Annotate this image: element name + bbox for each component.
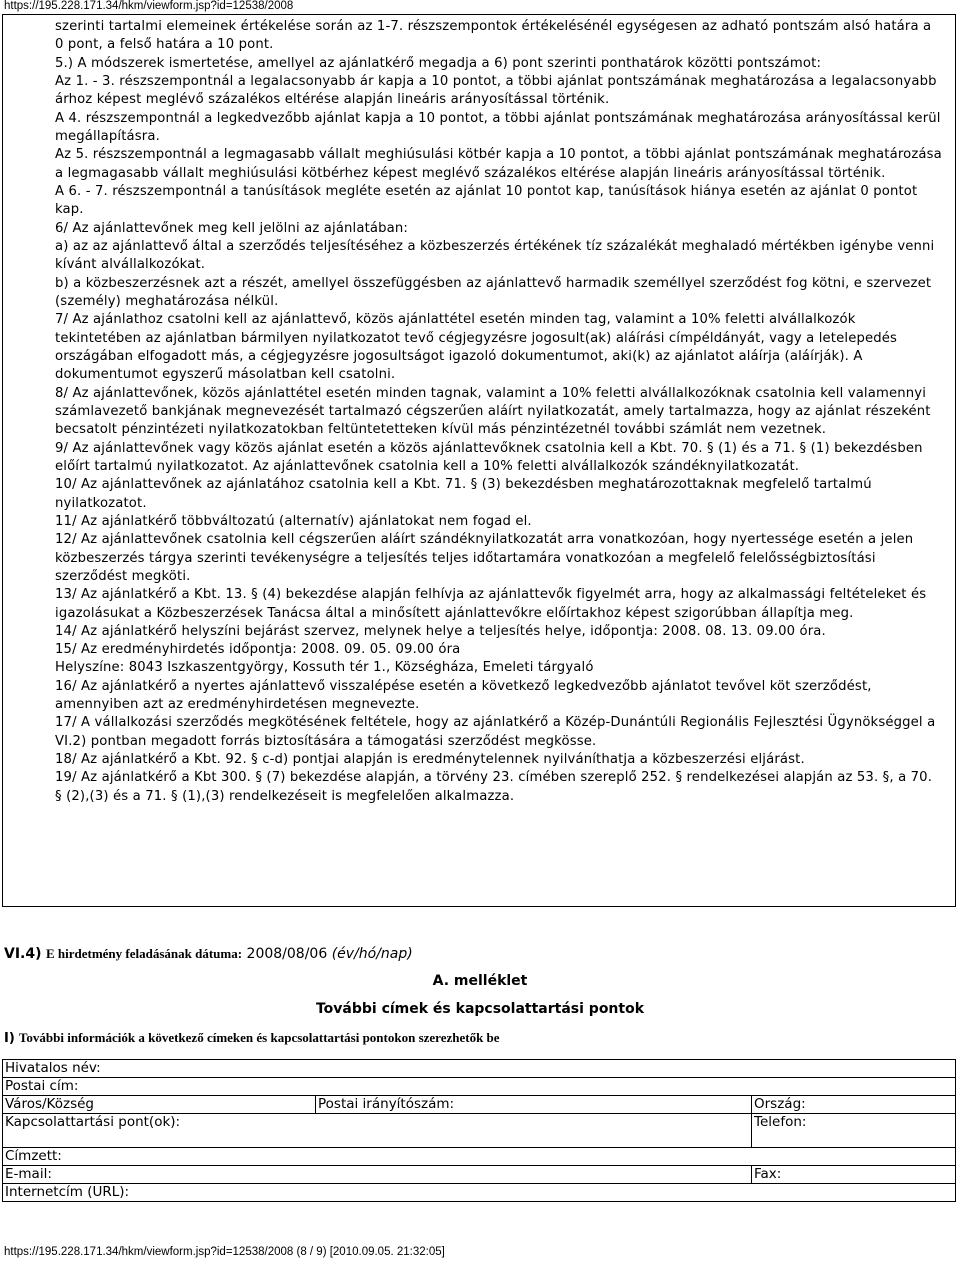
date-format: (év/hó/nap) [331,946,413,962]
paragraph: 7/ Az ajánlathoz csatolni kell az ajánlattevő, közös ajánlattétel esetén minden tag, valamint a 10% feletti alvállalkozók tekintetében az ajánlatban bármilyen nyilatkozatot tevő cégjegyzésre jogosult(ak) aláírási címpéldányát, vagy a letelepedés országában elfogadott más, a cégjegyzésre jogosultságot igazoló dokumentumot, aki(k) az ajánlatot aláírja (aláírják). A dokumentumot egyszerű másolatban kell csatolni. [55,312,898,383]
paragraph: A 4. részszempontnál a legkedvezőbb ajánlat kapja a 10 pontot, a többi ajánlat pontszámának meghatározása arányosítással kerül megállapításra. [55,110,941,144]
internet-address-label: Internetcím (URL): [3,1184,956,1202]
paragraph: 14/ Az ajánlatkérő helyszíni bejárást szervez, melynek helye a teljesítés helye, időpontja: 2008. 08. 13. 09.00 óra. [55,623,826,639]
header-url[interactable]: https://195.228.171.34/hkm/viewform.jsp?id=12538/2008 [4,0,294,12]
city-label: Város/Község [3,1096,316,1114]
annex-item-number: I) [4,1031,15,1046]
paragraph: Az 1. - 3. részszempontnál a legalacsonyabb ár kapja a 10 pontot, a többi ajánlat pontszámának meghatározása a legalacsonyabb árhoz képest meglévő százalékos eltérése alapján lineáris arányosítással történik. [55,73,937,108]
postal-code-label: Postai irányítószám: [316,1096,752,1114]
paragraph: 18/ Az ajánlatkérő a Kbt. 92. § c-d) pontjai alapján is eredménytelennek nyilváníthatja a közbeszerzési eljárást. [55,752,805,768]
paragraph: 15/ Az eredményhirdetés időpontja: 2008. 09. 05. 09.00 óra [55,642,461,658]
paragraph: a) az az ajánlattevő által a szerződés teljesítéséhez a közbeszerzés értékének tíz százalékát meghaladó mértékben igénybe venni kívánt alvállalkozókat. [55,238,935,273]
paragraph: b) a közbeszerzésnek azt a részét, amellyel összefüggésben az ajánlattevő harmadik személlyel szerződést fog kötni, e szervezet (személy) meghatározása nélkül. [55,275,932,309]
additional-info-text [55,18,943,806]
paragraph: 5.) A módszerek ismertetése, amellyel az ajánlatkérő megadja a 6) pont szerinti ponthatárok közötti pontszámot: [55,55,822,71]
paragraph: 16/ Az ajánlatkérő a nyertes ajánlattevő visszalépése esetén a következő legkedvezőbb ajánlatot tevővel köt szerződést, amennyiben azt az eredményhirdetésen megnevezte. [55,678,872,713]
annex-item [4,1030,500,1046]
paragraph: 11/ Az ajánlatkérő többváltozatú (alternatív) ajánlatokat nem fogad el. [55,513,532,529]
annex-title: A. melléklet [432,973,528,989]
section-label: E hirdetmény feladásának dátuma: [45,946,243,961]
paragraph: szerinti tartalmi elemeinek értékelése során az 1-7. részszempontok értékelésénél egységesen az adható pontszám alsó határa a 0 pont, a felső határa a 10 pont. [55,19,932,53]
footer-url: https://195.228.171.34/hkm/viewform.jsp?id=12538/2008 (8 / 9) [2010.09.05. 21:32:05] [4,1246,445,1258]
addressee-label: Címzett: [3,1148,956,1166]
paragraph: Az 5. részszempontnál a legmagasabb vállalt meghiúsulási kötbér kapja a 10 pontot, a többi ajánlat pontszámának meghatározása a legmagasabb vállalt meghiúsulási kötbérhez képest meglévő százalékos eltérése alapján lineáris arányosítással történik. [55,147,942,181]
official-name-label: Hivatalos név: [3,1060,956,1078]
annex-subtitle: További címek és kapcsolattartási pontok [315,1001,645,1017]
paragraph: 13/ Az ajánlatkérő a Kbt. 13. § (4) bekezdése alapján felhívja az ajánlattevők figyelmét arra, hogy az alkalmassági feltételeket és igazolásukat a Közbeszerzések Tanácsa által a minősített ajánlattevőkre előírtakhoz képest szigorúbban állapítja meg. [55,587,927,621]
paragraph: 19/ Az ajánlatkérő a Kbt 300. § (7) bekezdése alapján, a törvény 23. címében szereplő 252. § rendelkezései alapján az 53. §, a 70. § (2),(3) és a 71. § (1),(3) rendelkezéseit is megfelelően alkalmazza. [55,770,933,804]
paragraph: 6/ Az ajánlattevőnek meg kell jelölni az ajánlatában: [55,220,409,236]
contact-points-label: Kapcsolattartási pont(ok): [3,1114,752,1148]
contact-form-table [2,1059,956,1202]
paragraph: 9/ Az ajánlattevőnek vagy közös ajánlat esetén a közös ajánlattevőknek csatolnia kell a Kbt. 70. § (1) és a 71. § (1) bekezdésben előírt tartalmú nyilatkozatot. Az ajánlattevőnek csatolnia kell a 10% feletti alvállalkozók szándéknyilatkozatát. [55,440,923,474]
section-number: VI.4) [4,946,42,962]
postal-address-label: Postai cím: [3,1078,956,1096]
paragraph: 10/ Az ajánlattevőnek az ajánlatához csatolnia kell a Kbt. 71. § (3) bekezdésben meghatározottaknak megfelelő tartalmú nyilatkozatot. [55,477,872,511]
paragraph: A 6. - 7. részszempontnál a tanúsítások megléte esetén az ajánlat 10 pontot kap, tanúsítások hiánya esetén az ajánlat 0 pontot kap. [55,183,918,218]
paragraph: 17/ A vállalkozási szerződés megkötésének feltétele, hogy az ajánlatkérő a Közép-Dunántúli Regionális Fejlesztési Ügynökséggel a VI.2) pontban megadott forrás biztosítására a támogatási szerződést megkösse. [55,715,936,749]
phone-label: Telefon: [752,1114,956,1148]
paragraph: Helyszíne: 8043 Iszkaszentgyörgy, Kossuth tér 1., Községháza, Emeleti tárgyaló [55,660,594,676]
fax-label: Fax: [752,1166,956,1184]
paragraph: 8/ Az ajánlattevőnek, közös ajánlattétel esetén minden tagnak, valamint a 10% feletti alvállalkozóknak csatolnia kell valamennyi számlavezető bankjának megnevezését tartalmazó cégszerűen aláírt nyilatkozatát, amely tartalmazza, hogy az ajánlat részeként becsatolt pénzintézeti nyilatkozatokban feltüntetetteken kívül más pénzintézetnél további számlát nem vezetnek. [55,385,931,438]
paragraph: 12/ Az ajánlattevőnek csatolnia kell cégszerűen aláírt szándéknyilatkozatát arra vonatkozóan, hogy nyertessége esetén a jelen közbeszerzés tárgya szerinti tevékenységre a teljesítés teljes időtartamára vonatkozóan a megfelelő felelősségbiztosítási szerződést megköti. [55,532,914,584]
email-label: E-mail: [3,1166,752,1184]
dispatch-date-section [4,946,413,962]
dispatch-date: 2008/08/06 [246,946,328,962]
country-label: Ország: [752,1096,956,1114]
annex-item-text: További információk a következő címeken és kapcsolattartási pontokon szerezhetők be [18,1030,500,1045]
